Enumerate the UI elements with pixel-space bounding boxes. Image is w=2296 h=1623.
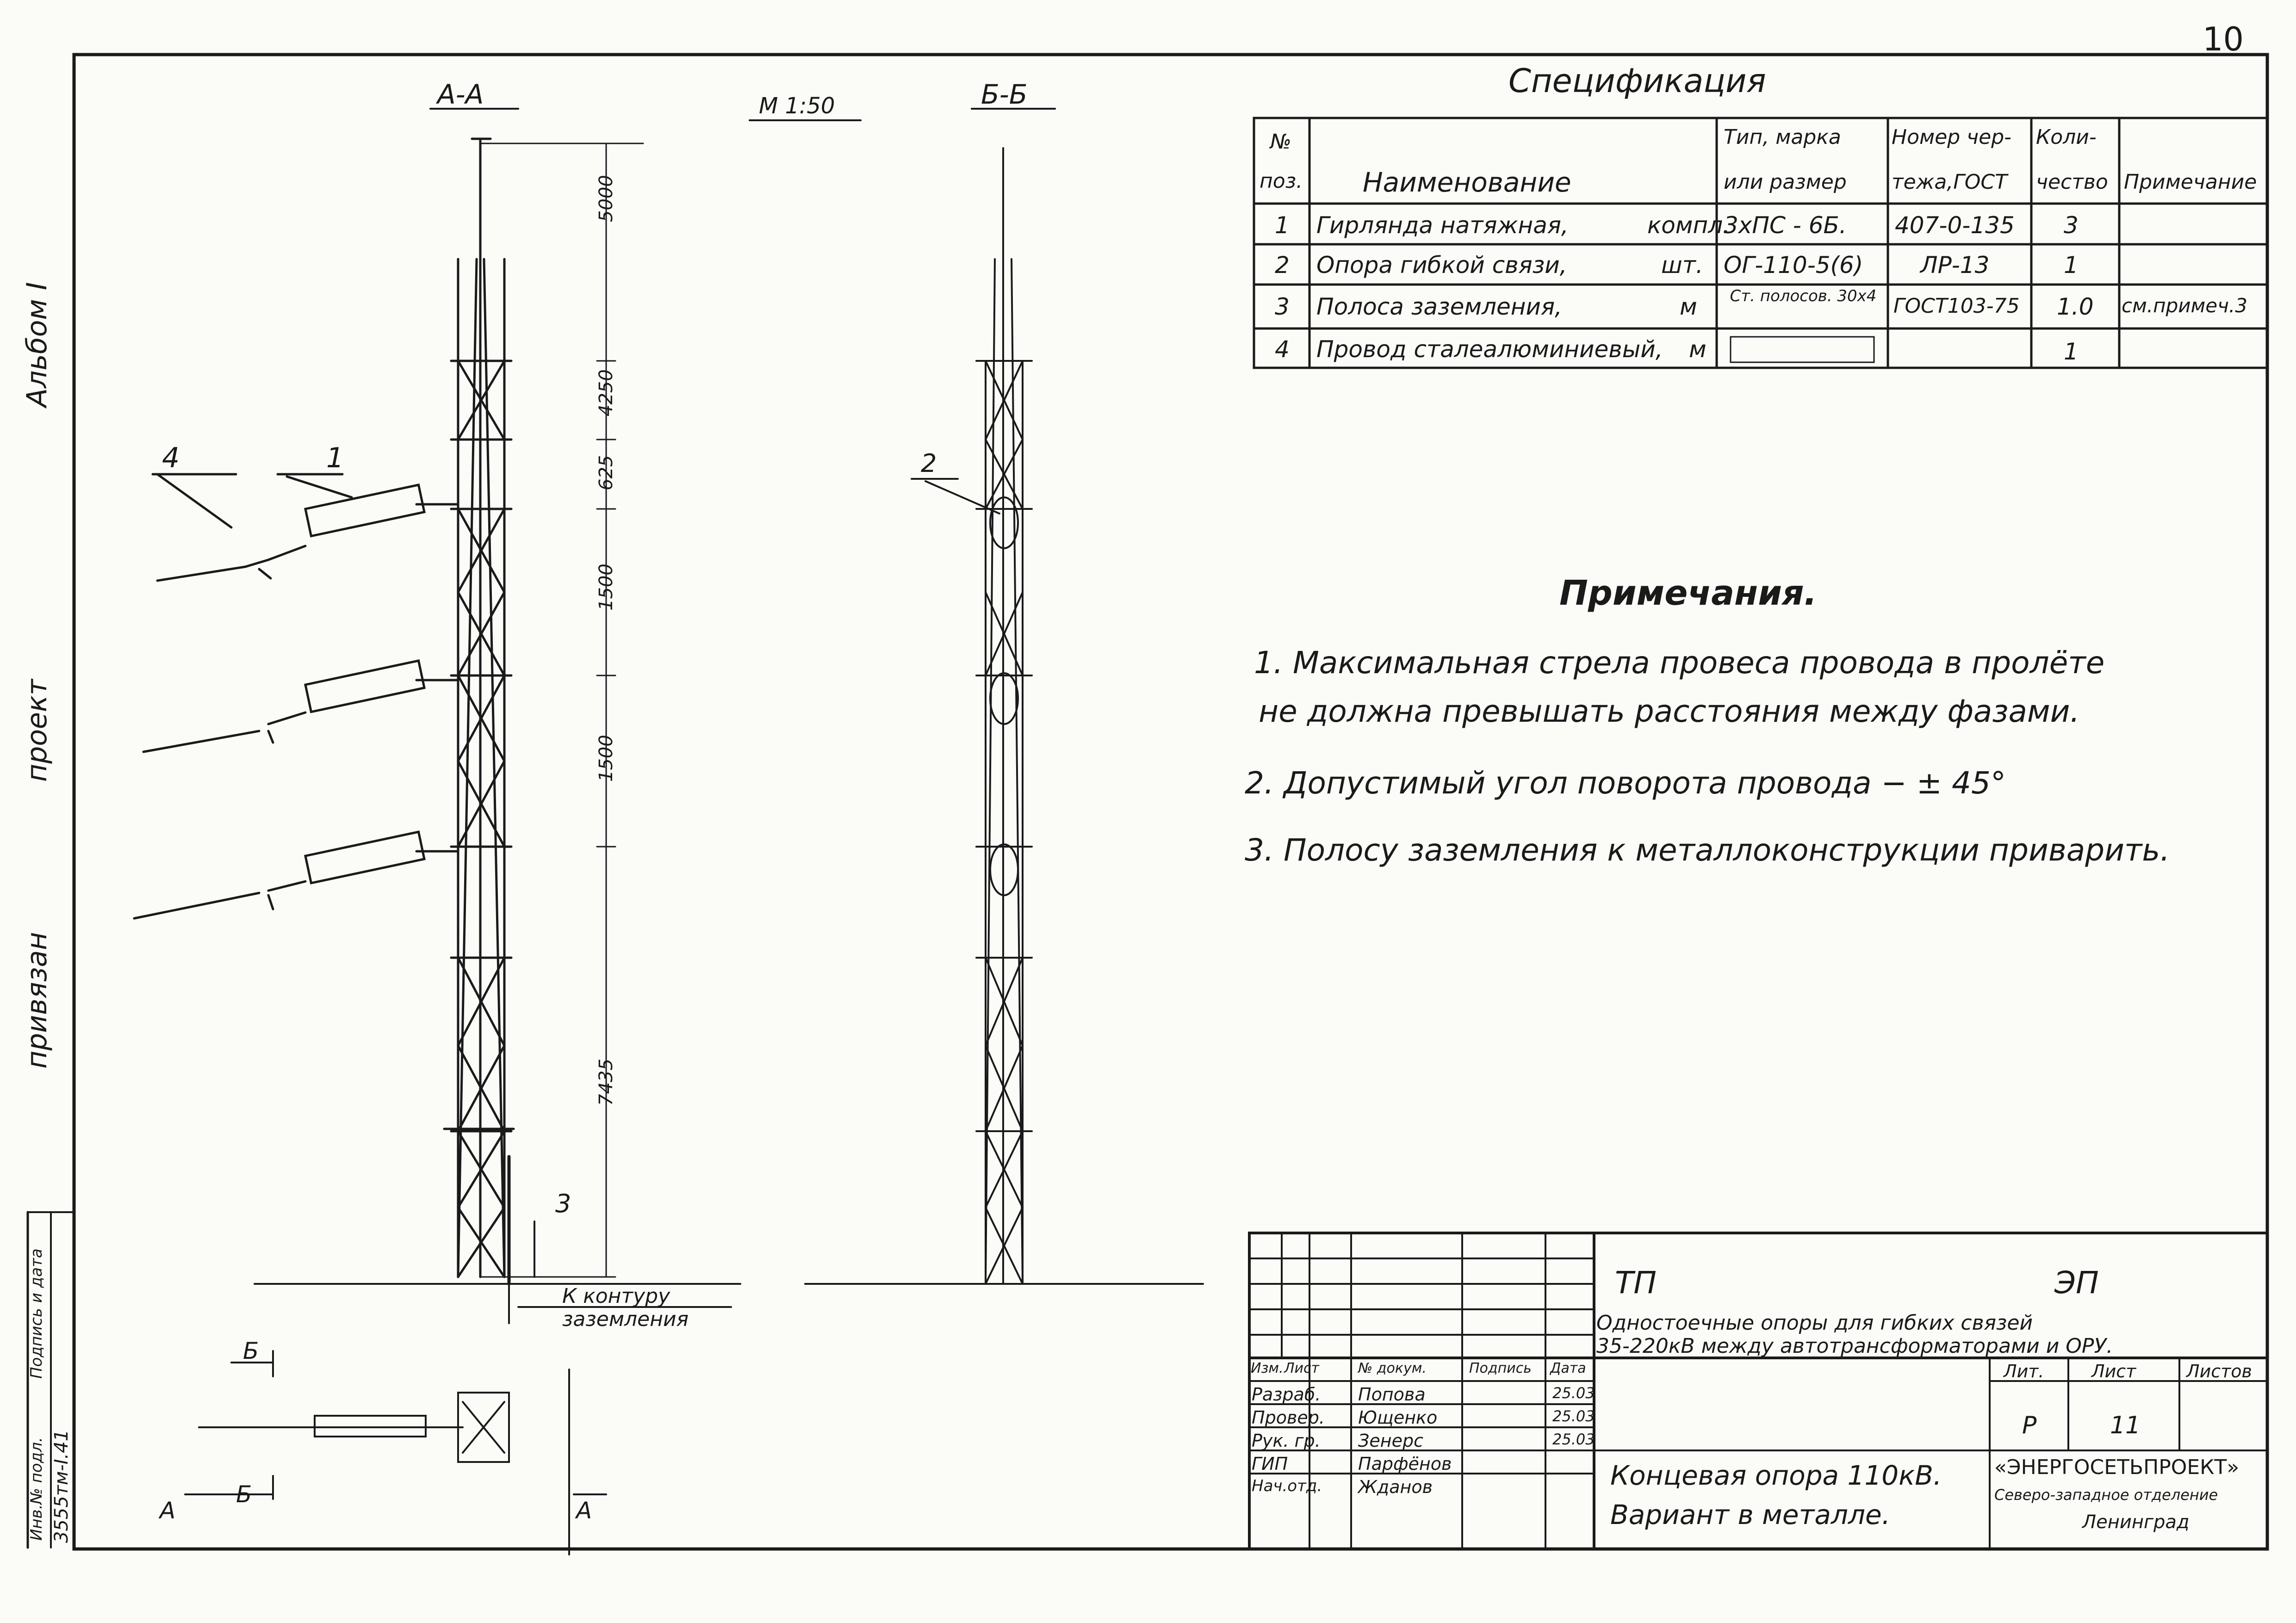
sign-label: Подпись и дата	[27, 1248, 46, 1379]
spec-cell-name: Полоса заземления,	[1316, 293, 1562, 320]
tb-org: «ЭНЕРГОСЕТЬПРОЕКТ»	[1994, 1456, 2240, 1479]
spec-header-pos: №	[1270, 130, 1291, 154]
callout-marker: 3	[555, 1189, 571, 1218]
album-label: Альбом I	[21, 282, 53, 407]
tb-stage-header: Листов	[2186, 1361, 2252, 1381]
spec-header-name: Наименование	[1363, 167, 1571, 198]
spec-cell-unit: шт.	[1661, 252, 1703, 279]
tb-person: Жданов	[1358, 1477, 1433, 1497]
tb-role: Провер.	[1252, 1407, 1325, 1428]
inventory-label: Инв.№ подл.	[27, 1437, 46, 1541]
tb-role: Разраб.	[1252, 1384, 1321, 1405]
tower-view-a	[444, 139, 514, 1284]
callout-marker: 1	[326, 442, 344, 474]
insulator-strings	[134, 474, 458, 918]
title-description: 35-220кВ между автотрансформаторами и ОРУ.	[1596, 1334, 2113, 1358]
dimension-value: 625	[596, 455, 617, 490]
spec-cell-qty: 1	[2064, 338, 2079, 365]
note-item: 1. Максимальная стрела провеса провода в пролёте	[1254, 645, 2105, 681]
tb-org: Северо-западное отделение	[1994, 1486, 2218, 1504]
plan-marker: Б	[243, 1338, 259, 1364]
section-b-title: Б-Б	[981, 79, 1028, 110]
tb-stage-header: Лит.	[2004, 1361, 2044, 1381]
tb-drawing-name: Вариант в металле.	[1610, 1499, 1891, 1530]
spec-cell-pos: 1	[1275, 212, 1290, 239]
spec-cell-drawing: 407-0-135	[1895, 212, 2015, 239]
tb-col-header: Изм.	[1251, 1360, 1284, 1376]
spec-cell-unit: м	[1680, 293, 1697, 320]
tb-stage-header: Лист	[2091, 1361, 2136, 1381]
tb-role: ГИП	[1252, 1454, 1288, 1474]
tb-date: 25.03	[1552, 1431, 1595, 1448]
tb-col-header: Дата	[1550, 1360, 1586, 1376]
section-marks	[430, 109, 1055, 120]
spec-cell-qty: 1	[2064, 252, 2079, 279]
title-description: Одностоечные опоры для гибких связей	[1596, 1311, 2033, 1335]
spec-header-drawing: тежа,ГОСТ	[1892, 170, 2008, 194]
dimension-value: 1500	[596, 564, 617, 611]
callout-marker: 4	[162, 442, 180, 474]
project-label: проект	[21, 679, 53, 782]
spec-header-pos: поз.	[1260, 169, 1303, 193]
tb-person: Парфёнов	[1358, 1454, 1452, 1474]
spec-cell-qty: 3	[2064, 212, 2079, 239]
spec-cell-unit: компл.	[1647, 212, 1731, 239]
tb-date: 25.03	[1552, 1407, 1595, 1425]
tb-col-header: Лист	[1284, 1360, 1320, 1376]
spec-header-type: или размер	[1724, 170, 1847, 194]
callout-marker: 2	[921, 449, 937, 478]
plan-marker: А	[160, 1497, 176, 1524]
spec-cell-note: см.примеч.3	[2122, 294, 2247, 317]
plan-marker: А	[576, 1497, 592, 1524]
spec-header-qty: чество	[2036, 170, 2108, 194]
spec-grid	[1254, 118, 2267, 368]
spec-cell-pos: 4	[1275, 336, 1290, 363]
spec-header-type: Тип, марка	[1724, 125, 1841, 149]
tb-org: Ленинград	[2082, 1511, 2190, 1533]
spec-cell-type: Ст. полосов. 30х4	[1730, 287, 1877, 305]
ground-label: К контуру	[562, 1284, 670, 1308]
plan-marker: Б	[236, 1481, 252, 1508]
dimension-value: 7435	[596, 1059, 617, 1106]
tb-sheet: 11	[2110, 1412, 2141, 1439]
tb-person: Зенерс	[1358, 1431, 1423, 1451]
spec-cell-name: Провод сталеалюминиевый,	[1316, 336, 1663, 363]
page-number: 10	[2203, 20, 2244, 58]
notes-title: Примечания.	[1559, 573, 1817, 613]
tb-col-header: № докум.	[1358, 1360, 1427, 1376]
spec-header-note: Примечание	[2124, 170, 2257, 194]
title-code: ЭП	[2054, 1265, 2099, 1301]
tb-person: Ющенко	[1358, 1407, 1438, 1428]
plan-detail	[185, 1351, 606, 1555]
spec-cell-pos: 3	[1275, 293, 1290, 320]
applied-label: привязан	[21, 932, 53, 1069]
spec-header-qty: Коли-	[2036, 125, 2097, 149]
note-item: 2. Допустимый угол поворота провода − ± 45°	[1245, 765, 2006, 801]
spec-header-drawing: Номер чер-	[1892, 125, 2012, 149]
dimension-value: 4250	[596, 369, 617, 416]
spec-cell-drawing: ЛР-13	[1920, 252, 1990, 279]
tb-role: Нач.отд.	[1252, 1477, 1322, 1495]
dimension-value: 5000	[596, 175, 617, 222]
code-label: 3555тм-I.41	[51, 1429, 72, 1543]
spec-cell-name: Опора гибкой связи,	[1316, 252, 1567, 279]
spec-cell-unit: м	[1689, 336, 1706, 363]
title-series: ТП	[1615, 1265, 1657, 1301]
note-item: не должна превышать расстояния между фазами.	[1259, 694, 2080, 729]
tower-view-b	[805, 148, 1203, 1284]
tb-date: 25.03	[1552, 1384, 1595, 1402]
spec-title: Спецификация	[1508, 62, 1766, 100]
section-a-title: А-А	[437, 79, 484, 110]
spec-cell-name: Гирлянда натяжная,	[1316, 212, 1569, 239]
note-item: 3. Полосу заземления к металлоконструкции приварить.	[1245, 832, 2170, 868]
spec-cell-type: 3хПС - 6Б.	[1724, 212, 1847, 239]
spec-cell-type: ОГ-110-5(6)	[1724, 252, 1863, 279]
tb-person: Попова	[1358, 1384, 1426, 1405]
spec-cell-drawing: ГОСТ103-75	[1893, 294, 2020, 318]
tb-drawing-name: Концевая опора 110кВ.	[1610, 1460, 1942, 1491]
spec-cell-pos: 2	[1275, 252, 1290, 279]
spec-cell-qty: 1.0	[2057, 293, 2094, 320]
tb-stage: Р	[2022, 1412, 2037, 1439]
tb-col-header: Подпись	[1469, 1360, 1532, 1376]
dimension-value: 1500	[596, 735, 617, 782]
scale-label: М 1:50	[759, 93, 835, 119]
tb-role: Рук. гр.	[1252, 1431, 1321, 1451]
ground-label: заземления	[562, 1307, 689, 1331]
